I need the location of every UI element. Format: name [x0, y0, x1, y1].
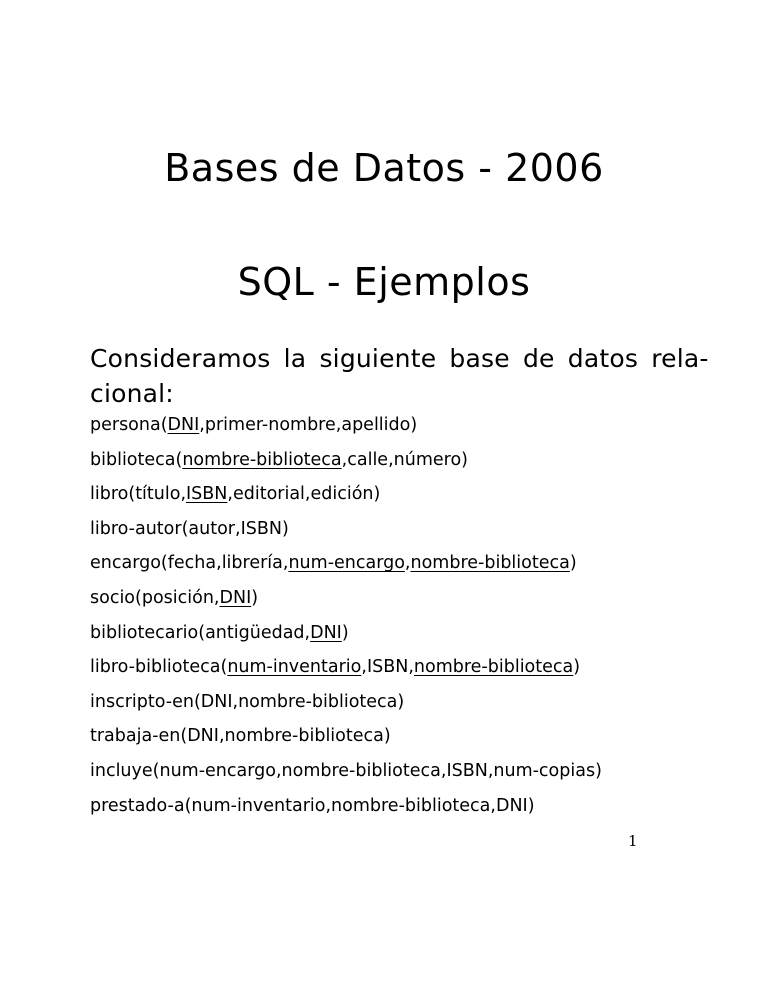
- attribute: num-copias: [493, 761, 596, 781]
- schema-line: bibliotecario(antigüedad,DNI): [90, 622, 349, 643]
- schema-line: incluye(num-encargo,nombre-biblioteca,ISBN,num-copias): [90, 761, 602, 781]
- relation-name: prestado-a: [90, 795, 185, 816]
- relation-name: encargo: [90, 553, 161, 574]
- title-line-1: Bases de Datos - 2006: [164, 146, 604, 190]
- key-attribute: DNI: [310, 622, 342, 643]
- attribute: librería: [221, 553, 283, 574]
- key-attribute: DNI: [167, 415, 200, 435]
- key-attribute: ISBN: [186, 484, 228, 505]
- relation-name: libro: [90, 484, 129, 505]
- attribute: antigüedad: [205, 622, 305, 643]
- attribute: num-encargo: [159, 761, 276, 781]
- schema-line: socio(posición,DNI): [90, 588, 259, 608]
- relation-name: biblioteca: [90, 449, 176, 470]
- relation-name: socio: [90, 588, 136, 608]
- attribute: primer-nombre: [204, 415, 336, 435]
- attribute: ISBN: [366, 657, 409, 678]
- page-number: 1: [628, 832, 638, 850]
- attribute: num-inventario: [191, 795, 326, 816]
- attribute: DNI: [200, 691, 233, 712]
- schema-line: prestado-a(num-inventario,nombre-biblioteca,DNI): [90, 795, 535, 816]
- attribute: ISBN: [240, 518, 282, 539]
- schema-line: libro(título,ISBN,editorial,edición): [90, 484, 381, 505]
- intro-line-2: cional:: [90, 379, 174, 408]
- attribute: calle: [347, 449, 389, 470]
- attribute: nombre-biblioteca: [224, 726, 384, 747]
- attribute: fecha: [167, 553, 217, 574]
- attribute: nombre-biblioteca: [238, 691, 398, 712]
- schema-line: encargo(fecha,librería,num-encargo,nombre-biblioteca): [90, 553, 577, 574]
- schema-line: libro-biblioteca(num-inventario,ISBN,nombre-biblioteca): [90, 657, 581, 678]
- attribute: nombre-biblioteca: [281, 761, 441, 781]
- attribute: DNI: [495, 795, 528, 816]
- key-attribute: num-encargo: [288, 553, 405, 574]
- key-attribute: DNI: [219, 588, 252, 608]
- attribute: número: [393, 449, 462, 470]
- relation-name: incluye: [90, 761, 153, 781]
- key-attribute: nombre-biblioteca: [182, 449, 342, 470]
- relation-name: libro-autor: [90, 518, 182, 539]
- attribute: apellido: [341, 415, 411, 435]
- attribute: posición: [141, 588, 214, 608]
- key-attribute: nombre-biblioteca: [410, 553, 570, 574]
- key-attribute: num-inventario: [227, 657, 362, 678]
- title-line-2: SQL - Ejemplos: [237, 260, 531, 304]
- schema-line: persona(DNI,primer-nombre,apellido): [90, 415, 418, 435]
- relation-name: persona: [90, 415, 161, 435]
- key-attribute: nombre-biblioteca: [413, 657, 574, 678]
- attribute: nombre-biblioteca: [331, 795, 491, 816]
- relation-name: inscripto-en: [90, 691, 194, 712]
- attribute: editorial: [232, 484, 305, 505]
- attribute: DNI: [187, 726, 219, 747]
- relation-name: bibliotecario: [90, 622, 199, 643]
- relation-name: libro-biblioteca: [90, 657, 221, 678]
- attribute: título: [135, 484, 181, 505]
- schema-line: biblioteca(nombre-biblioteca,calle,número): [90, 449, 468, 470]
- schema-line: trabaja-en(DNI,nombre-biblioteca): [90, 726, 391, 747]
- attribute: autor: [188, 518, 235, 539]
- schema-line: inscripto-en(DNI,nombre-biblioteca): [90, 691, 405, 712]
- schema-line: libro-autor(autor,ISBN): [90, 518, 289, 539]
- attribute: edición: [310, 484, 374, 505]
- relation-name: trabaja-en: [90, 726, 181, 747]
- attribute: ISBN: [446, 761, 488, 781]
- intro-line-1: Consideramos la siguiente base de datos rela-: [90, 344, 709, 373]
